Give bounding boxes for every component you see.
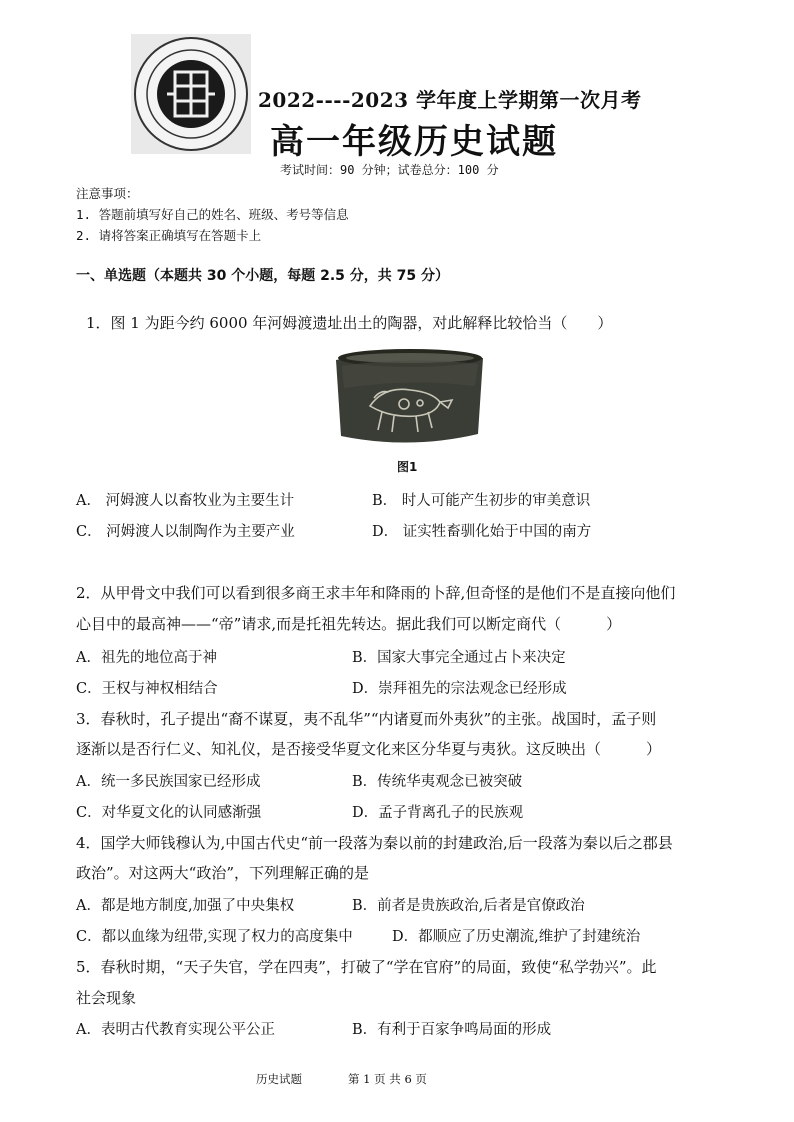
footer-subject: 历史试题	[256, 1072, 302, 1086]
question-5-option-a: A．表明古代教育实现公平公正	[76, 1022, 275, 1038]
question-1-option-c: C． 河姆渡人以制陶作为主要产业	[76, 524, 295, 540]
question-3-text: 3．春秋时，孔子提出“裔不谋夏，夷不乱华”“内诸夏而外夷狄”的主张。战国时，孟子则	[76, 710, 657, 728]
question-1-option-a: A． 河姆渡人以畜牧业为主要生计	[76, 493, 295, 509]
question-1-text: 1．图 1 为距今约 6000 年河姆渡遗址出土的陶器，对此解释比较恰当（ ）	[86, 314, 613, 332]
question-5-option-b: B．有利于百家争鸣局面的形成	[352, 1022, 552, 1038]
section-heading: 一、单选题（本题共 30 个小题，每题 2.5 分，共 75 分）	[76, 268, 450, 284]
question-3-text: 逐渐以是否行仁义、知礼仪，是否接受华夏文化来区分华夏与夷狄。这反映出（ ）	[76, 740, 662, 758]
notes-heading: 注意事项：	[76, 186, 139, 201]
question-2-option-a: A．祖先的地位高于神	[76, 650, 217, 666]
question-2-text: 2．从甲骨文中我们可以看到很多商王求丰年和降雨的卜辞,但奇怪的是他们不是直接向他们	[76, 584, 676, 602]
question-1-option-b: B． 时人可能产生初步的审美意识	[372, 493, 591, 509]
question-5-text: 社会现象	[76, 989, 137, 1007]
question-4-option-d: D．都顺应了历史潮流,维护了封建统治	[392, 929, 641, 945]
question-4-option-b: B．前者是贵族政治,后者是官僚政治	[352, 898, 585, 914]
question-2-text: 心目中的最高神——“帝”请求,而是托祖先转达。据此我们可以断定商代（ ）	[76, 615, 622, 633]
question-5-text: 5．春秋时期，“天子失官，学在四夷”，打破了“学在官府”的局面，致使“私学勃兴”。此	[76, 958, 657, 976]
exam-info: 考试时间：90 分钟；试卷总分：100 分	[280, 163, 499, 177]
question-4-text: 政治”。对这两大“政治”，下列理解正确的是	[76, 864, 370, 882]
question-4-option-a: A．都是地方制度,加强了中央集权	[76, 898, 295, 914]
question-2-option-d: D．崇拜祖先的宗法观念已经形成	[352, 681, 567, 697]
exam-main-title: 高一年级历史试题	[270, 122, 558, 162]
notes-item: 1. 答题前填写好自己的姓名、班级、考号等信息	[76, 207, 349, 222]
question-3-option-d: D．孟子背离孔子的民族观	[352, 805, 524, 821]
question-4-option-c: C．都以血缘为纽带,实现了权力的高度集中	[76, 929, 353, 945]
footer-page-number: 第 1 页 共 6 页	[348, 1072, 427, 1086]
question-2-option-b: B．国家大事完全通过占卜来决定	[352, 650, 566, 666]
exam-year-title: 2022----2023 学年度上学期第一次月考	[258, 88, 642, 112]
question-2-option-c: C．王权与神权相结合	[76, 681, 218, 697]
question-3-option-c: C．对华夏文化的认同感渐强	[76, 805, 262, 821]
question-1-option-d: D． 证实牲畜驯化始于中国的南方	[372, 524, 592, 540]
question-3-option-a: A．统一多民族国家已经形成	[76, 774, 261, 790]
school-logo	[131, 34, 251, 154]
figure-caption: 图1	[397, 460, 418, 474]
pottery-image	[332, 346, 487, 451]
notes-item: 2. 请将答案正确填写在答题卡上	[76, 228, 262, 243]
question-4-text: 4．国学大师钱穆认为,中国古代史“前一段落为秦以前的封建政治,后一段落为秦以后之郡县	[76, 834, 673, 852]
question-3-option-b: B．传统华夷观念已被突破	[352, 774, 523, 790]
